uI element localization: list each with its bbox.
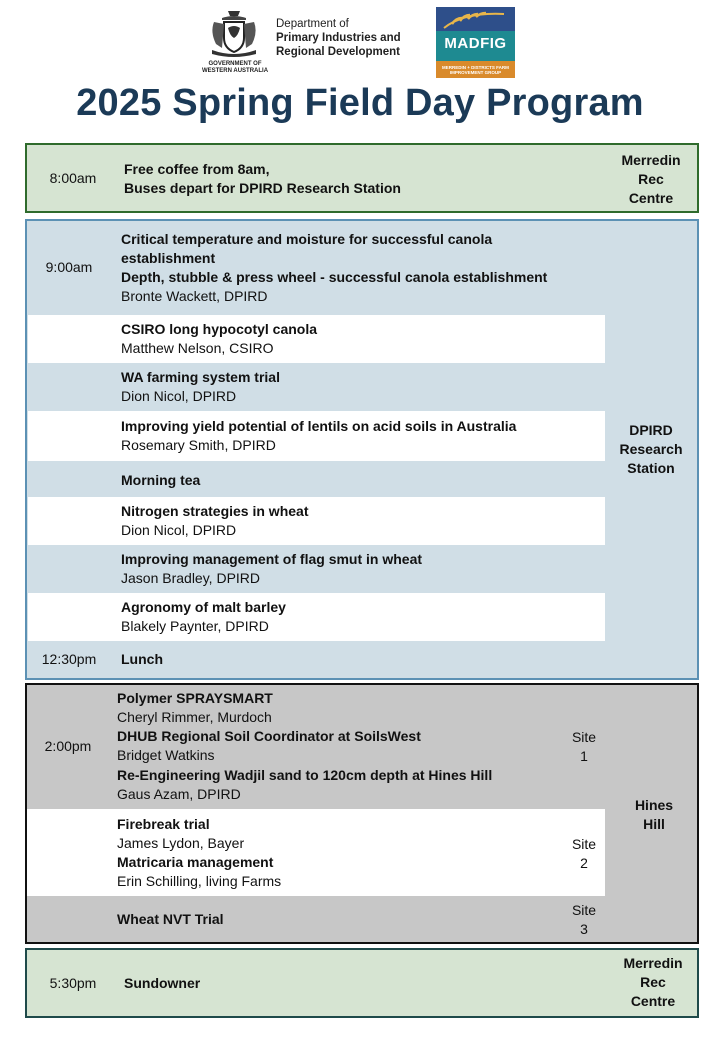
item-title: Critical temperature and moisture for successful canola [121, 231, 493, 247]
item-title: Matricaria management [117, 854, 274, 870]
item-presenter: Bridget Watkins [117, 747, 215, 763]
item-presenter: James Lydon, Bayer [117, 835, 245, 851]
department-name: Department of Primary Industries and Regional Development [276, 18, 401, 58]
item-title: Wheat NVT Trial [117, 911, 224, 927]
item-presenter: Cheryl Rimmer, Murdoch [117, 709, 272, 725]
list-item: Improving management of flag smut in wheat Jason Bradley, DPIRD [121, 551, 423, 586]
list-item: WA farming system trial Dion Nicol, DPIRD [121, 369, 280, 404]
government-of-wa-text: GOVERNMENT OF WESTERN AUSTRALIA [201, 61, 269, 74]
item-title: Buses depart for DPIRD Research Station [124, 180, 401, 196]
time-label: 8:00am [49, 170, 97, 186]
list-item: Morning tea [121, 472, 201, 488]
location-label: DPIRD Research Station [619, 422, 683, 476]
item-presenter: Gaus Azam, DPIRD [117, 786, 241, 802]
crest-icon [206, 8, 262, 60]
site-label: Site 2 [571, 836, 597, 871]
item-presenter: Erin Schilling, living Farms [117, 873, 282, 889]
item-title: Sundowner [124, 975, 201, 991]
government-crest-logo [200, 8, 280, 78]
madfig-logo [436, 7, 515, 78]
block-hines-hill [25, 683, 699, 944]
time-label: 2:00pm [44, 738, 92, 754]
site-label: Site 3 [571, 902, 597, 937]
site-2-group [27, 809, 605, 896]
item-title: Depth, stubble & press wheel - successful canola establishment [121, 269, 548, 285]
item-title: Free coffee from 8am, [124, 161, 270, 177]
block-morning-arrival [25, 143, 699, 213]
page-title: 2025 Spring Field Day Program [76, 82, 644, 124]
location-label: Merredin Rec Centre [621, 152, 681, 206]
block-dpird-research-station [25, 219, 699, 680]
item-title: Firebreak trial [117, 816, 210, 832]
item-title: Lunch [121, 651, 163, 667]
wheat-icon [442, 10, 508, 30]
location-label: Merredin Rec Centre [623, 955, 683, 1009]
item-title: DHUB Regional Soil Coordinator at SoilsWest [117, 728, 421, 744]
site-label: Site 1 [571, 729, 597, 764]
item-title: Re-Engineering Wadjil sand to 120cm depth at Hines Hill [117, 767, 493, 783]
item-title: establishment [121, 250, 216, 266]
madfig-subtitle: MERREDIN + DISTRICTS FARM IMPROVEMENT GROUP [442, 65, 509, 75]
list-item: Improving yield potential of lentils on acid soils in Australia Rosemary Smith, DPIRD [28, 411, 605, 461]
time-label: 12:30pm [41, 651, 97, 667]
list-item: Nitrogen strategies in wheat Dion Nicol, DPIRD [28, 497, 605, 545]
location-label: Hines Hill [634, 797, 674, 832]
item-presenter: Bronte Wackett, DPIRD [121, 288, 268, 304]
time-label: 5:30pm [49, 975, 97, 991]
item-title: Polymer SPRAYSMART [117, 690, 273, 706]
madfig-wordmark: MADFIG [444, 35, 507, 52]
list-item: Agronomy of malt barley Blakely Paynter, DPIRD [28, 593, 605, 641]
time-label: 9:00am [45, 259, 93, 275]
block-sundowner [25, 948, 699, 1018]
list-item: CSIRO long hypocotyl canola Matthew Nelson, CSIRO [28, 315, 605, 363]
